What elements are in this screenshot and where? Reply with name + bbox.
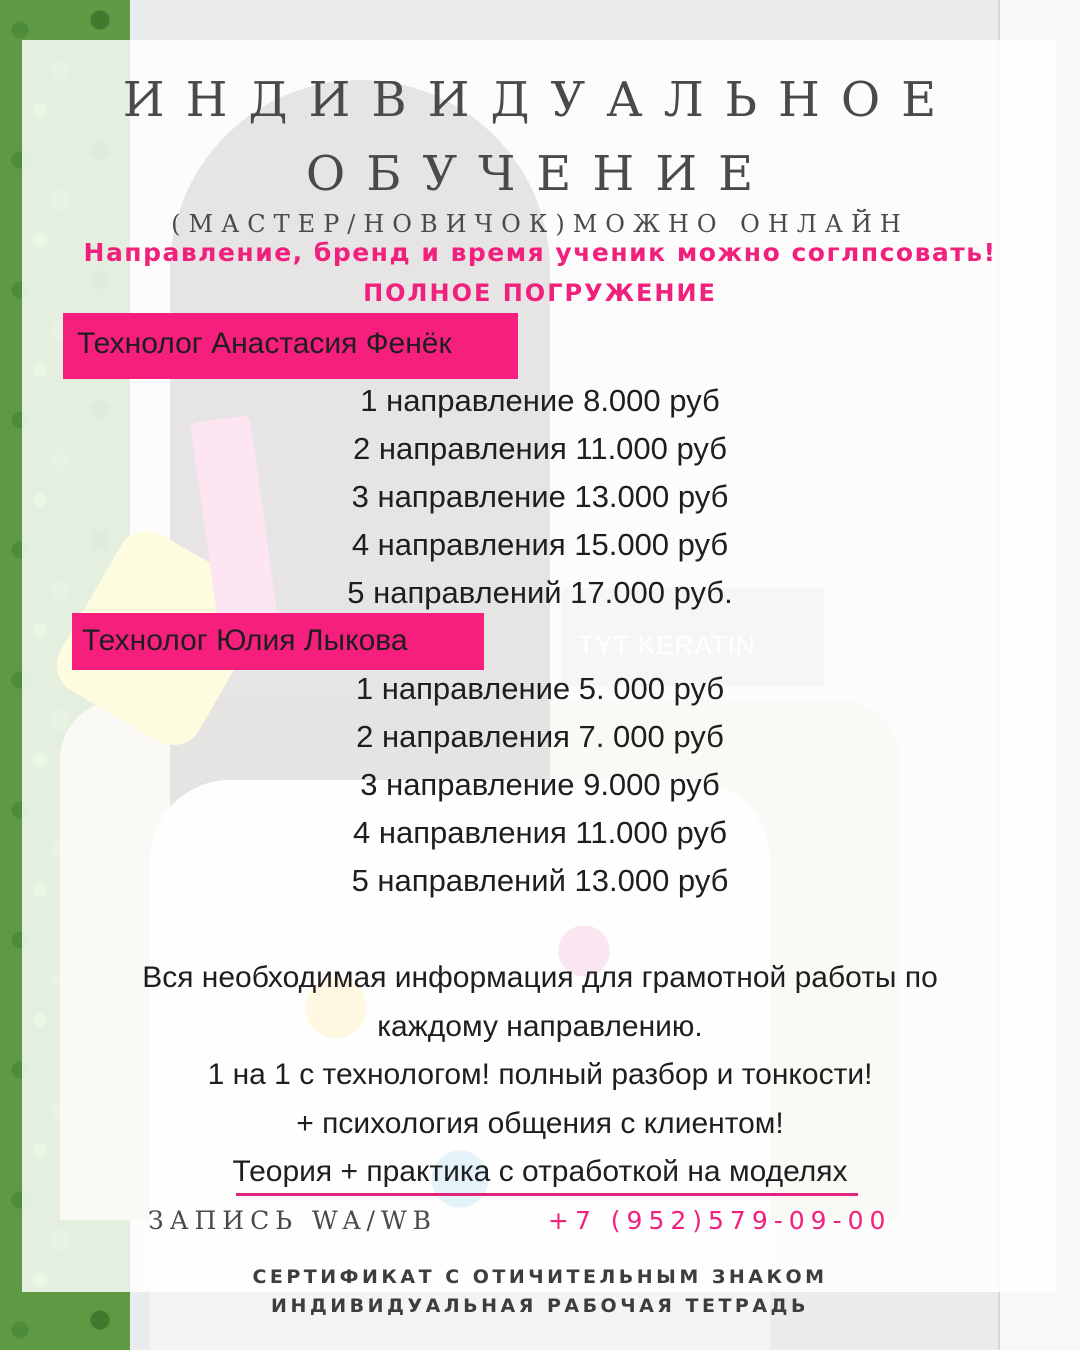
info-underline [236,1193,858,1196]
technologist-badge: Технолог Юлия Лыкова [72,613,484,670]
price-item: 2 направления 7. 000 руб [356,719,724,754]
info-line: Вся необходимая информация для грамотной работы по [142,961,938,994]
technologist-badge: Технолог Анастасия Фенёк [63,313,518,379]
price-item: 5 направлений 13.000 руб [351,863,729,898]
info-line: + психология общения с клиентом! [296,1106,784,1140]
certificate-text: СЕРТИФИКАТ С ОТИЧИТЕЛЬНЫМ ЗНАКОМ [252,1266,828,1288]
price-item: 3 направление 9.000 руб [360,767,720,802]
info-line: 1 на 1 с технологом! полный разбор и тонкости! [207,1058,873,1092]
price-list [0,377,1080,617]
title-line-1: ИНДИВИДУАЛЬНОЕ [122,72,958,128]
info-line: каждому направлению. [377,1009,703,1043]
price-item: 3 направление 13.000 руб [351,479,729,514]
workbook-text: ИНДИВИДУАЛЬНАЯ РАБОЧАЯ ТЕТРАДЬ [271,1295,809,1317]
subtitle: (МАСТЕР/НОВИЧОК)МОЖНО ОНЛАЙН [171,210,909,238]
title-line-2: ОБУЧЕНИЕ [305,146,775,202]
price-list [0,665,1080,905]
info-block [0,954,1080,1197]
price-item: 4 направления 11.000 руб [352,815,728,850]
price-item: 1 направление 5. 000 руб [355,671,725,706]
price-item: 4 направления 15.000 руб [351,527,729,562]
highlight-text: Направление, бренд и время ученик можно соглпсовать! [83,238,997,267]
price-item: 2 направления 11.000 руб [352,431,728,466]
immersion-text: ПОЛНОЕ ПОГРУЖЕНИЕ [363,279,717,307]
price-item: 1 направление 8.000 руб [360,383,720,418]
price-item: 5 направлений 17.000 руб. [347,575,733,610]
contact-label: ЗАПИСЬ WA/WB [148,1206,438,1235]
info-line: Теория + практика с отработкой на моделях [232,1155,848,1189]
contact-phone[interactable]: +7 (952)579-09-00 [548,1206,892,1235]
